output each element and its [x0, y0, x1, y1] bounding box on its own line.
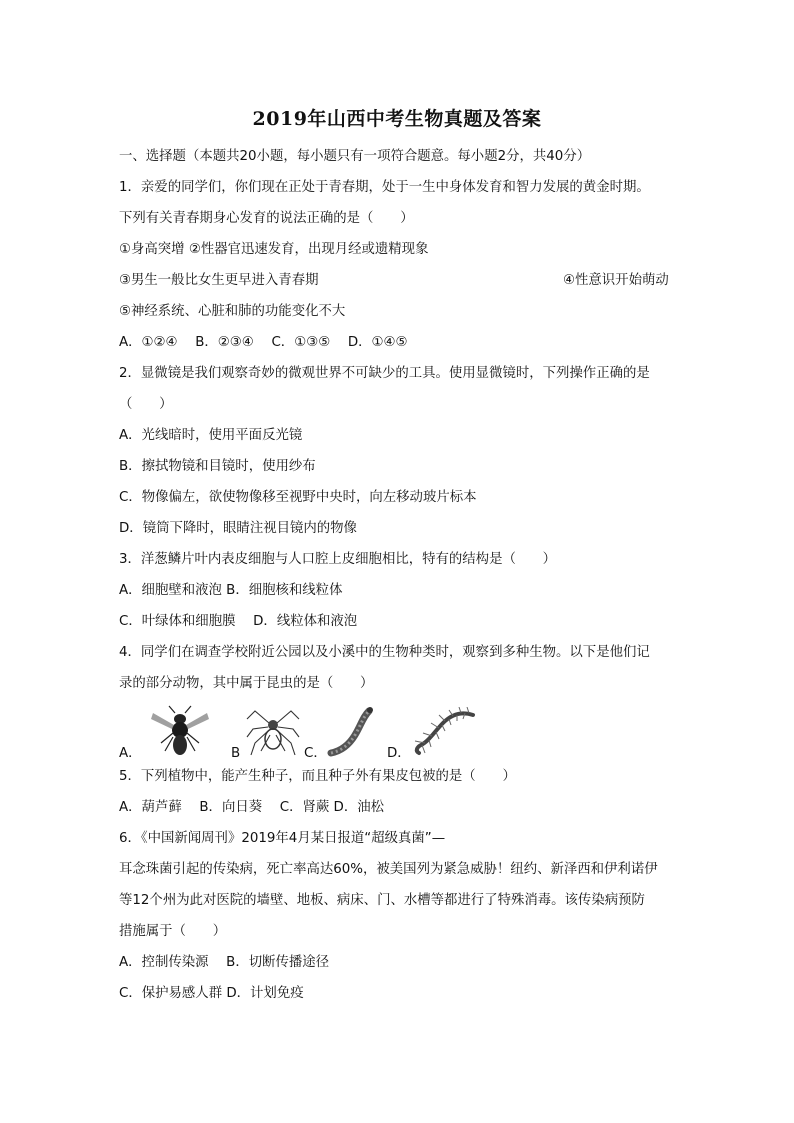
- q6-options-cd: C．保护易感人群 D．计划免疫: [119, 986, 304, 1001]
- q4-label-d: D．: [387, 746, 411, 761]
- q2-stem-line2: （ ）: [119, 397, 173, 412]
- q6-stem-line1: 6．《中国新闻周刊》2019年4月某日报道“超级真菌”—: [119, 831, 446, 846]
- section-heading: 一、选择题（本题共20小题，每小题只有一项符合题意。每小题2分，共40分）: [119, 149, 591, 164]
- q3-options-ab: A．细胞壁和液泡 B．细胞核和线粒体: [119, 583, 343, 598]
- q2-option-d: D．镜筒下降时，眼睛注视目镜内的物像: [119, 521, 357, 536]
- q4-label-a: A．: [119, 746, 142, 761]
- q6-stem-line2: 耳念珠菌引起的传染病，死亡率高达60%，被美国列为紧急威胁！纽约、新泽西和伊利诺伊: [119, 862, 658, 877]
- q5-stem: 5．下列植物中，能产生种子，而且种子外有果皮包被的是（ ）: [119, 769, 516, 784]
- spider-icon: [245, 707, 301, 759]
- q1-statement-5: ⑤神经系统、心脏和肺的功能变化不大: [119, 304, 346, 319]
- q1-options: A．①②④ B．②③④ C．①③⑤ D．①④⑤: [119, 335, 408, 350]
- q2-option-c: C．物像偏左，欲使物像移至视野中央时，向左移动玻片标本: [119, 490, 477, 505]
- q6-stem-line3: 等12个州为此对医院的墙壁、地板、病床、门、水槽等都进行了特殊消毒。该传染病预防: [119, 893, 645, 908]
- q1-statement-3: ③男生一般比女生更早进入青春期: [119, 273, 319, 288]
- q1-stem-line1: 1．亲爱的同学们，你们现在正处于青春期，处于一生中身体发育和智力发展的黄金时期。: [119, 180, 650, 195]
- q1-statement-1-2: ①身高突增 ②性器官迅速发育，出现月经或遗精现象: [119, 242, 429, 257]
- q6-options-ab: A．控制传染源 B．切断传播途径: [119, 955, 330, 970]
- q4-stem-line2: 录的部分动物，其中属于昆虫的是（ ）: [119, 676, 374, 691]
- q2-option-a: A．光线暗时，使用平面反光镜: [119, 428, 303, 443]
- centipede-icon: [411, 707, 479, 757]
- earthworm-larva-icon: [325, 705, 381, 757]
- page-title: 2019年山西中考生物真题及答案: [252, 108, 542, 130]
- q4-stem-line1: 4．同学们在调查学校附近公园以及小溪中的生物种类时，观察到多种生物。以下是他们记: [119, 645, 650, 660]
- q5-options: A．葫芦藓 B．向日葵 C．肾蕨 D．油松: [119, 800, 385, 815]
- wasp-icon: [147, 705, 211, 757]
- q3-stem: 3．洋葱鳞片叶内表皮细胞与人口腔上皮细胞相比，特有的结构是（ ）: [119, 552, 557, 567]
- q1-stem-line2: 下列有关青春期身心发育的说法正确的是（ ）: [119, 211, 414, 226]
- q3-options-cd: C．叶绿体和细胞膜 D．线粒体和液泡: [119, 614, 358, 629]
- q4-animal-figures: [119, 705, 479, 763]
- q2-option-b: B．擦拭物镜和目镜时，使用纱布: [119, 459, 316, 474]
- q6-stem-line4: 措施属于（ ）: [119, 924, 227, 939]
- q2-stem-line1: 2．显微镜是我们观察奇妙的微观世界不可缺少的工具。使用显微镜时，下列操作正确的是: [119, 366, 650, 381]
- q4-label-b: B: [231, 746, 241, 761]
- q4-label-c: C．: [304, 746, 327, 761]
- q1-statement-4: ④性意识开始萌动: [563, 273, 669, 288]
